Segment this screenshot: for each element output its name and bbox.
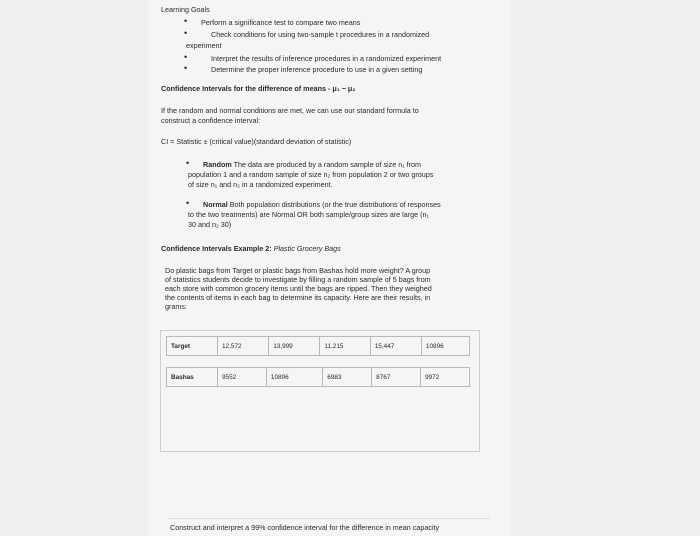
- table-row: [167, 337, 470, 356]
- table-cell: 9972: [421, 368, 470, 387]
- ci-intro-line: If the random and normal conditions are met, we can use our standard formula to: [161, 106, 419, 115]
- ci-formula: CI = Statistic ± (critical value)(standard deviation of statistic): [161, 137, 352, 146]
- learning-goals-title: Learning Goals: [161, 5, 210, 14]
- bullet-icon: •: [184, 52, 188, 62]
- ci-intro-line: construct a confidence interval:: [161, 116, 261, 125]
- table-cell: 13,999: [269, 337, 320, 356]
- ci-section-title: Confidence Intervals for the difference of means - μ₁ − μ₂: [161, 84, 356, 93]
- table-cell: 15,447: [370, 337, 421, 356]
- bullet-icon: •: [186, 158, 190, 168]
- example-subtitle: Plastic Grocery Bags: [273, 244, 341, 253]
- bullet-icon: •: [184, 28, 188, 38]
- random-text: The data are produced by a random sample of size n₁ from: [231, 160, 422, 169]
- normal-condition-line: to the two treatments) are Normal OR both sample/group sizes are large (n₁: [188, 210, 429, 219]
- example-text-line: Do plastic bags from Target or plastic bags from Bashas hold more weight? A group: [165, 266, 431, 275]
- normal-label: Normal: [203, 200, 228, 209]
- row-label: Bashas: [167, 368, 218, 387]
- table-cell: 8767: [372, 368, 421, 387]
- random-condition-line: of size n₁ and n₂ in a randomized experiment.: [188, 180, 333, 189]
- example-title-text: Confidence Intervals Example 2:: [161, 244, 272, 253]
- example-text-line: grams:: [165, 302, 187, 311]
- goal-item: Perform a significance test to compare two means: [201, 18, 361, 27]
- footer-question: Construct and interpret a 99% confidence interval for the difference in mean capacity: [170, 523, 440, 532]
- goal-item-continued: experiment: [186, 41, 222, 50]
- table-cell: 11,215: [320, 337, 370, 356]
- goal-item: Determine the proper inference procedure to use in a given setting: [211, 65, 423, 74]
- normal-condition-line: [203, 200, 441, 209]
- example-title: [161, 244, 341, 253]
- bullet-icon: •: [184, 16, 188, 26]
- example-text-line: the contents of items in each bag to determine its capacity. Here are their results, in: [165, 293, 431, 302]
- normal-text: Both population distributions (or the true distributions of responses: [227, 200, 441, 209]
- goal-item: Check conditions for using two-sample t procedures in a randomized: [211, 30, 430, 39]
- target-table: [166, 336, 470, 356]
- bullet-icon: •: [186, 198, 190, 208]
- table-cell: 6983: [323, 368, 372, 387]
- random-condition-line: [203, 160, 421, 169]
- goal-item: Interpret the results of inference procedures in a randomized experiment: [211, 54, 442, 63]
- divider: [168, 518, 490, 519]
- table-cell: 10896: [266, 368, 322, 387]
- table-cell: 9552: [218, 368, 267, 387]
- example-text-line: each store with common grocery items until the bags are ripped. Then they weighed: [165, 284, 432, 293]
- table-cell: 12,572: [218, 337, 269, 356]
- row-label: Target: [167, 337, 218, 356]
- bullet-icon: •: [184, 63, 188, 73]
- example-text-line: of statistics students decide to investigate by filling a random sample of 5 bags from: [165, 275, 431, 284]
- random-label: Random: [203, 160, 232, 169]
- normal-condition-line: 30 and n₂ 30): [188, 220, 232, 229]
- table-row: [167, 368, 470, 387]
- random-condition-line: population 1 and a random sample of size n₂ from population 2 or two groups: [188, 170, 434, 179]
- table-cell: 10896: [421, 337, 469, 356]
- bashas-table: [166, 367, 470, 387]
